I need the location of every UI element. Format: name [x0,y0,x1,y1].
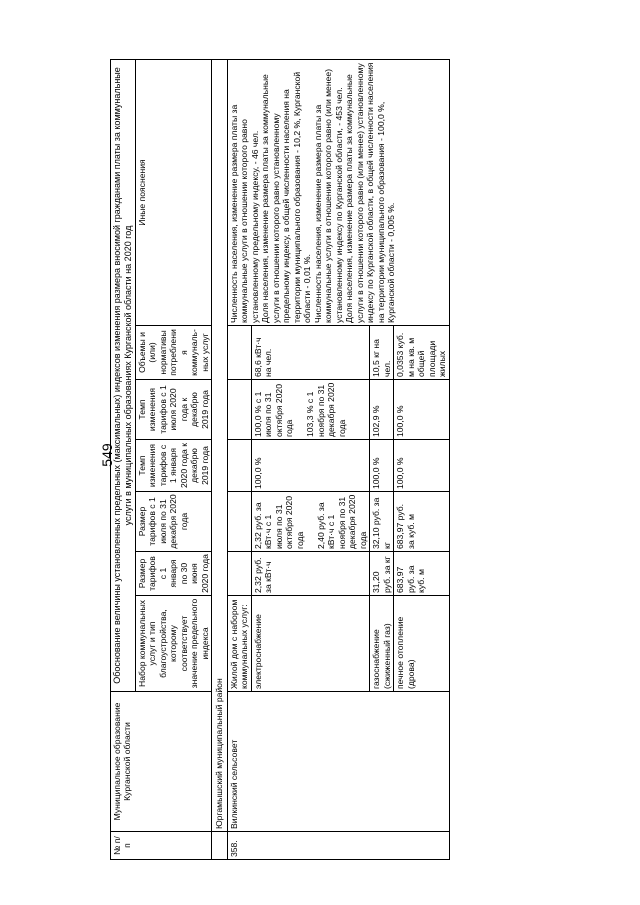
rate-jul: 100,0 % с 1 июля по 31 октября 2020 года 103,3 % с 1 ноября по 31 декабря 2020 года [251,380,369,440]
tariff-jan: 2,32 руб. за кВт·ч [251,552,369,596]
service-name: печное отопление (дрова) [394,596,449,692]
tariff-table [110,59,450,860]
empty-cell [227,440,251,492]
header-num: № п/п [111,832,212,860]
header-tariff-jan: Размер тарифов с 1 января по 30 июня 2020 года [135,552,211,596]
tariff-jul: 2,32 руб. за кВт·ч с 1 июля по 31 октября 2020 года 2,40 руб. за кВт·ч с 1 ноября по 31 декабря 2020 года [251,492,369,552]
header-rate-jan: Темп изменения тарифов с 1 января 2020 года к декабрю 2019 года [135,440,211,492]
rate-jan: 100,0 % [394,440,449,492]
header-service-set: Набор коммунальных услуг и тип благоустройства, которому соответствует значение предельного индекса [135,596,211,692]
rotated-table-page [110,60,640,860]
service-name: газоснабжение (сжиженный газ) [370,596,394,692]
header-volume: Объемы и (или) нормативы потребления коммуналь-ных услуг [135,326,211,380]
header-justification: Обоснование величины установленных предельных (максимальных) индексов изменения размера вносимой гражданами платы за коммунальные услуги в муниципальных образованиях Курганской области на 2020 год [111,60,136,692]
entry-notes: Численность населения, изменение размера платы за коммунальные услуги в отношении которого равно установленному предельному индексу, - 46 чел. Доля населения, изменение размера платы за коммунальные услуги в отношении которого равно установленному предельному индексу, в общей численности населения на территории муниципального образования - 10,2 %, Курганской области - 0,01 %. Численность населения, изменение размера платы за коммунальные услуги в отношении которого равно (или менее) установленному индексу по Курганской области, - 453 чел. Доля населения, изменение размера платы за коммунальные услуги в отношении которого равно (или менее) установленному индексу по Курганской области, в общей численности населения на территории муниципального образования - 100,0 %, Курганской области - 0,005 %. [227,60,449,326]
tariff-jan: 31,20 руб. за кг [370,552,394,596]
service-name: электроснабжение [251,596,369,692]
rate-jul: 102,9 % [370,380,394,440]
entry-housing: Жилой дом с набором коммунальных услуг: [227,596,251,692]
volume: 10,5 кг на чел. [370,326,394,380]
rate-jan: 100,0 % [251,440,369,492]
region-empty [212,832,227,860]
tariff-jul: 32,10 руб. за кг [370,492,394,552]
empty-cell [227,380,251,440]
entry-municipality: Вилкинский сельсовет [227,692,449,832]
header-municipality: Муниципальное образование Курганской области [111,692,212,832]
rate-jan: 100,0 % [370,440,394,492]
empty-cell [227,492,251,552]
rate-jul: 100,0 % [394,380,449,440]
page-number: 549 [99,443,115,467]
volume: 68,6 кВт·ч на чел. [251,326,369,380]
header-notes: Иные пояснения [135,60,211,326]
header-tariff-jul: Размер тарифов с 1 июля по 31 декабря 2020 года [135,492,211,552]
empty-cell [227,326,251,380]
region-name: Юргамышский муниципальный район [212,60,227,832]
volume: 0,0353 куб. м на кв. м общей площади жилых [394,326,449,380]
tariff-jan: 683,97 руб. за куб. м [394,552,449,596]
header-rate-jul: Темп изменения тарифов с 1 июля 2020 года к декабрю 2019 года [135,380,211,440]
entry-number: 358. [227,832,449,860]
empty-cell [227,552,251,596]
tariff-jul: 683,97 руб. за куб. м [394,492,449,552]
